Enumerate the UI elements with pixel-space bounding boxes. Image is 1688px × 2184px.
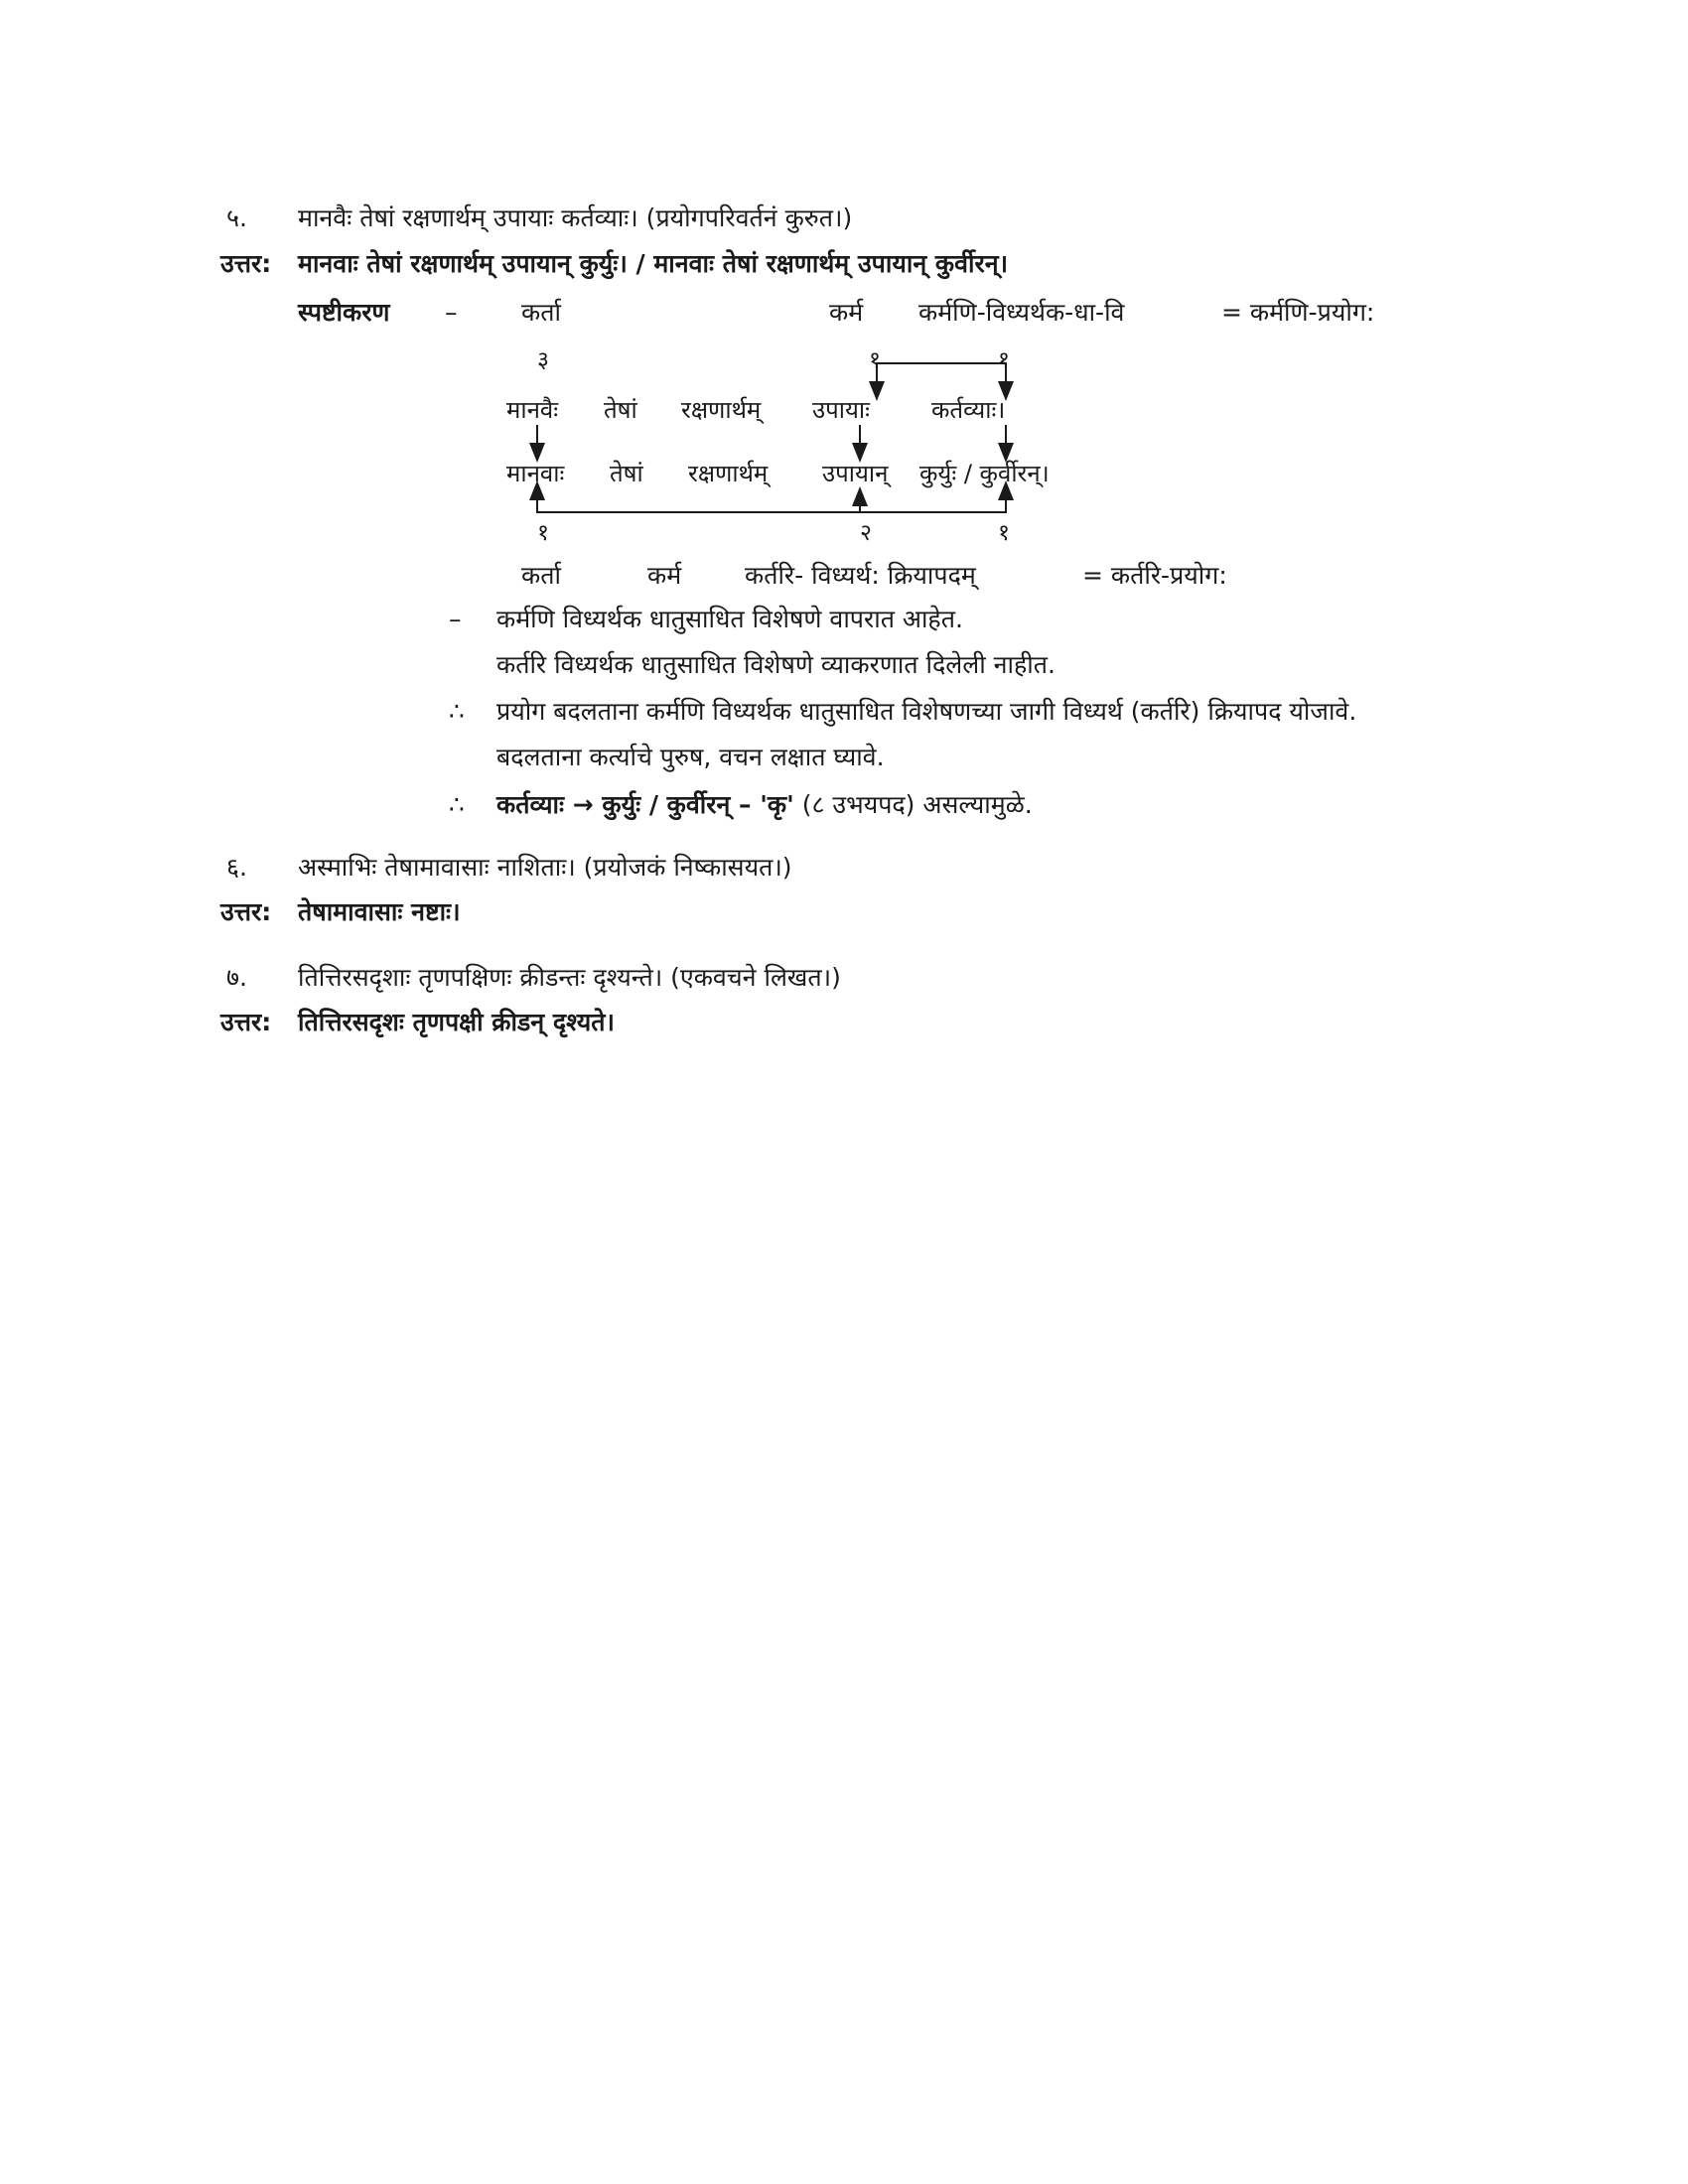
- q6-number: ६.: [226, 853, 247, 882]
- q7-answer: तित्तिरसदृशः तृणपक्षी क्रीडन् दृश्यते।: [298, 1008, 616, 1036]
- top-agreement-bracket: [877, 363, 1006, 371]
- bottom-number-karma: २: [860, 520, 872, 546]
- q5-explanation-label: स्पष्टीकरण: [298, 298, 390, 327]
- s1-word-3: रक्षणार्थम्: [681, 396, 762, 424]
- note-3-text: प्रयोग बदलताना कर्मणि विध्यर्थक धातुसाधित विशेषणच्या जागी विध्यर्थ (कर्तरि) क्रियापद योजावे.: [496, 697, 1357, 726]
- final-note: [496, 788, 1033, 822]
- top-number-kriya: १: [998, 347, 1010, 373]
- q5-number: ५.: [226, 204, 247, 232]
- final-note-bold: कर्तव्याः → कुर्युः / कुर्वीरन् – 'कृ': [496, 790, 794, 819]
- note-2-text: कर्तरि विध्यर्थक धातुसाधित विशेषणे व्याकरणात दिलेली नाहीत.: [496, 650, 1055, 679]
- q6-question: अस्माभिः तेषामावासाः नाशिताः। (प्रयोजकं निष्कासयत।): [298, 853, 792, 882]
- top-number-karma: १: [869, 347, 881, 373]
- top-number-karta: ३: [537, 347, 549, 373]
- final-note-marker: ∴: [449, 790, 465, 819]
- top-result-label: = कर्मणि-प्रयोग:: [1221, 298, 1375, 327]
- s2-word-3: रक्षणार्थम्: [688, 460, 769, 487]
- top-karta-label: कर्ता: [521, 298, 561, 327]
- bottom-kriya-label: कर्तरि- विध्यर्थ: क्रियापदम्: [745, 561, 976, 590]
- q5-explanation-dash: –: [445, 298, 458, 327]
- top-kriya-label: कर्मणि-विध्यर्थक-धा-वि: [918, 298, 1125, 327]
- s1-word-1: मानवैः: [506, 396, 559, 424]
- s2-word-4: उपायान्: [822, 460, 889, 487]
- bottom-number-kriya: १: [998, 520, 1010, 546]
- final-note-rest: (८ उभयपद) असल्यामुळे.: [801, 790, 1033, 819]
- q6-answer-label: उत्तर:: [220, 897, 272, 926]
- s1-word-4: उपायाः: [812, 396, 870, 424]
- s2-word-1: मानवाः: [506, 460, 565, 487]
- s1-word-2: तेषां: [604, 396, 637, 424]
- s1-word-5: कर्तव्याः।: [931, 396, 1006, 424]
- q7-number: ७.: [226, 963, 247, 992]
- bottom-number-karta: १: [537, 520, 549, 546]
- bottom-result-label: = कर्तरि-प्रयोग:: [1082, 561, 1227, 590]
- q5-answer-label: उत्तर:: [220, 249, 272, 278]
- q5-answer: मानवाः तेषां रक्षणार्थम् उपायान् कुर्युः। / मानवाः तेषां रक्षणार्थम् उपायान् कुर्वीरन्।: [298, 249, 1009, 278]
- q7-question: तित्तिरसदृशाः तृणपक्षिणः क्रीडन्तः दृश्यन्ते। (एकवचने लिखत।): [298, 963, 841, 992]
- top-karma-label: कर्म: [829, 298, 864, 327]
- s2-word-5: कुर्युः / कुर्वीरन्।: [919, 460, 1050, 487]
- bottom-karma-label: कर्म: [647, 561, 682, 590]
- q6-answer: तेषामावासाः नष्टाः।: [298, 897, 461, 926]
- bottom-agreement-bracket: [537, 502, 1006, 512]
- q5-question: मानवैः तेषां रक्षणार्थम् उपायाः कर्तव्याः। (प्रयोगपरिवर्तनं कुरुत।): [298, 204, 853, 232]
- note-1-marker: –: [449, 605, 462, 633]
- note-3-marker: ∴: [449, 697, 465, 726]
- bottom-karta-label: कर्ता: [521, 561, 561, 590]
- s2-word-2: तेषां: [610, 460, 643, 487]
- note-4-text: बदलताना कर्त्याचे पुरुष, वचन लक्षात घ्यावे.: [496, 743, 885, 771]
- q7-answer-label: उत्तर:: [220, 1008, 272, 1036]
- note-1-text: कर्मणि विध्यर्थक धातुसाधित विशेषणे वापरात आहेत.: [496, 605, 963, 633]
